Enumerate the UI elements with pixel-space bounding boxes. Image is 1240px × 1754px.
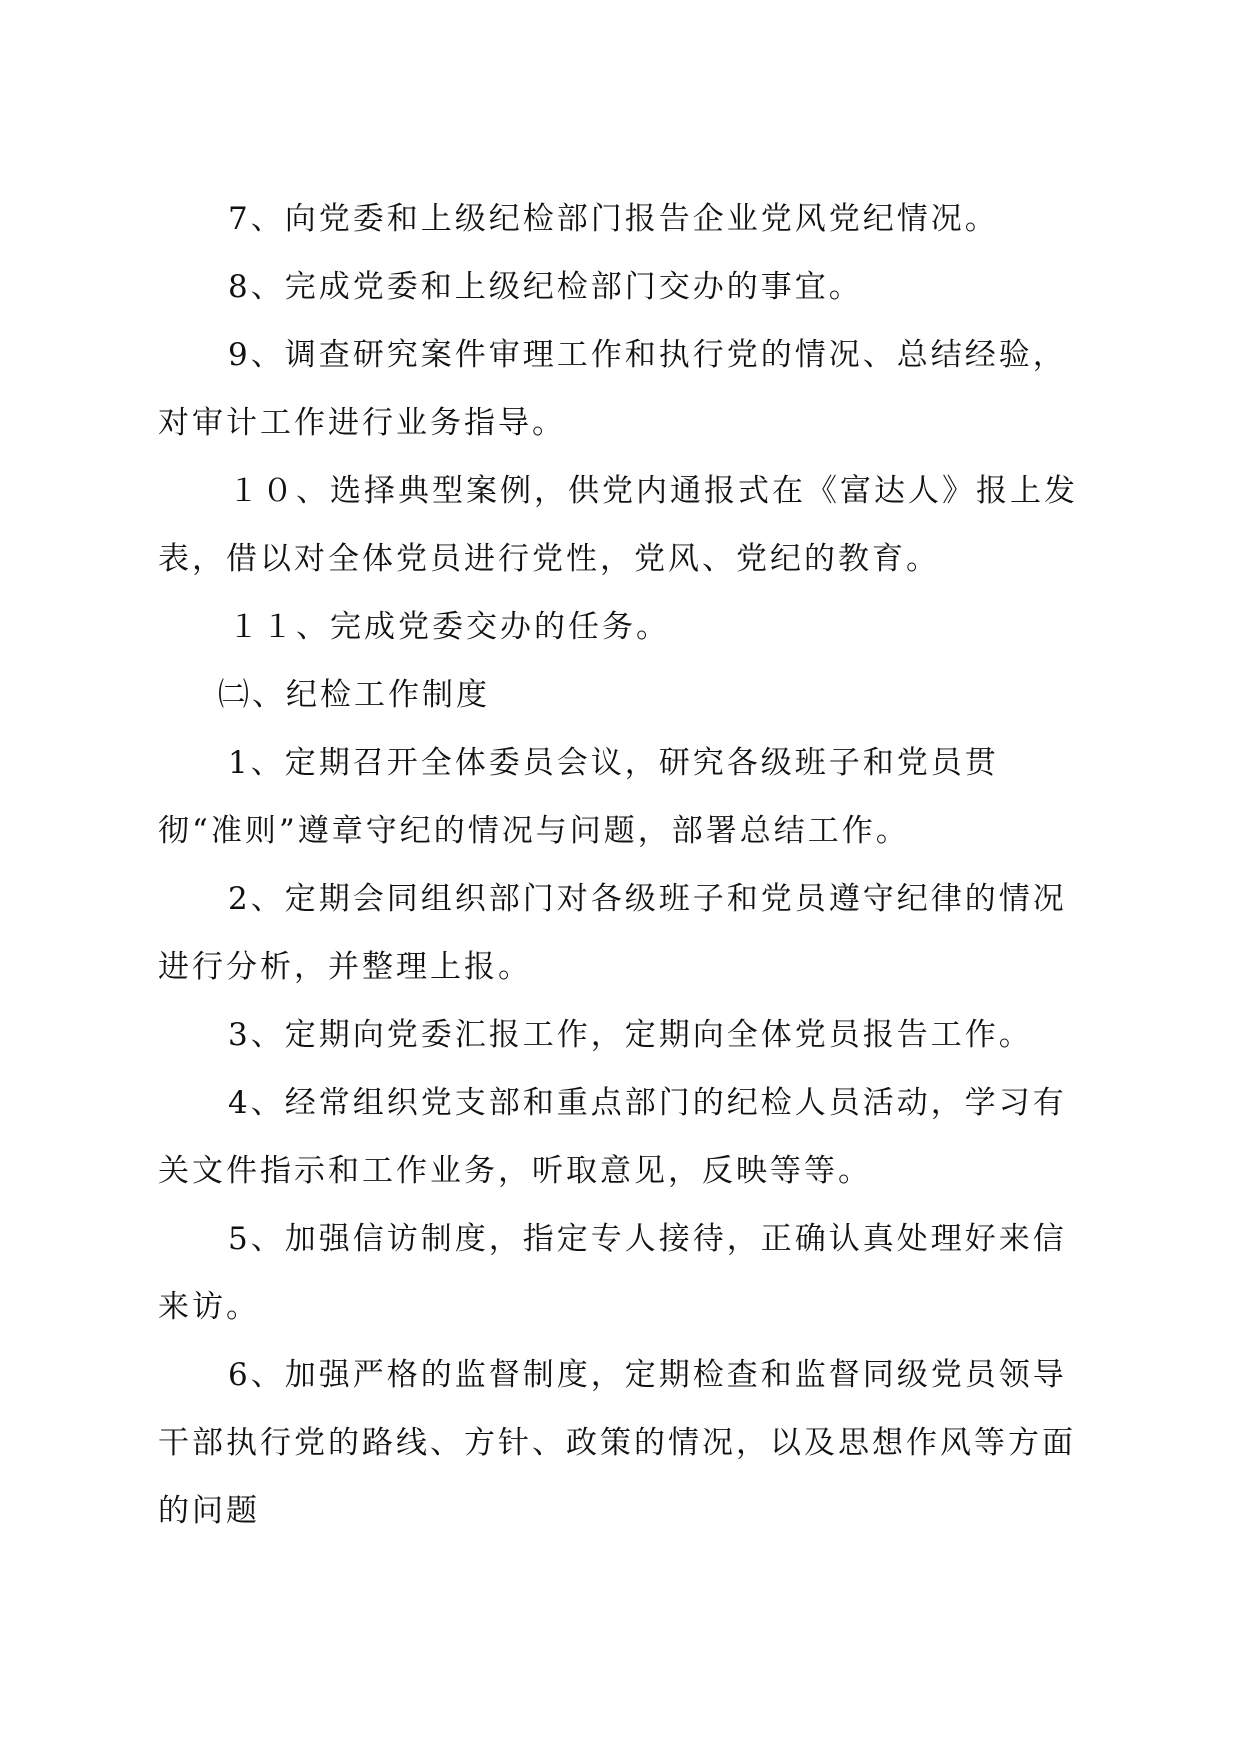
rule-item-5: 5、加强信访制度，指定专人接待，正确认真处理好来信来访。 [158,1221,1067,1325]
section-heading: ㈡、纪检工作制度 [218,677,490,713]
rule-item-3: 3、定期向党委汇报工作，定期向全体党员报告工作。 [228,1017,1033,1053]
paragraph-item-11: １１、完成党委交办的任务。 [228,609,670,645]
rule-item-6: 6、加强严格的监督制度，定期检查和监督同级党员领导干部执行党的路线、方针、政策的情况，以及思想作风等方面的问题 [158,1357,1076,1529]
paragraph-item-7: 7、向党委和上级纪检部门报告企业党风党纪情况。 [228,201,999,237]
paragraph-item-10: １０、选择典型案例，供党内通报式在《富达人》报上发表，借以对全体党员进行党性，党风、党纪的教育。 [158,473,1078,577]
paragraph-item-8: 8、完成党委和上级纪检部门交办的事宜。 [228,269,863,305]
rule-item-2: 2、定期会同组织部门对各级班子和党员遵守纪律的情况进行分析，并整理上报。 [158,881,1067,985]
rule-item-1: 1、定期召开全体委员会议，研究各级班子和党员贯彻“准则”遵章守纪的情况与问题，部署总结工作。 [158,745,999,849]
paragraph-item-9: 9、调查研究案件审理工作和执行党的情况、总结经验，对审计工作进行业务指导。 [158,337,1067,441]
rule-item-4: 4、经常组织党支部和重点部门的纪检人员活动，学习有关文件指示和工作业务，听取意见，反映等等。 [158,1085,1067,1189]
